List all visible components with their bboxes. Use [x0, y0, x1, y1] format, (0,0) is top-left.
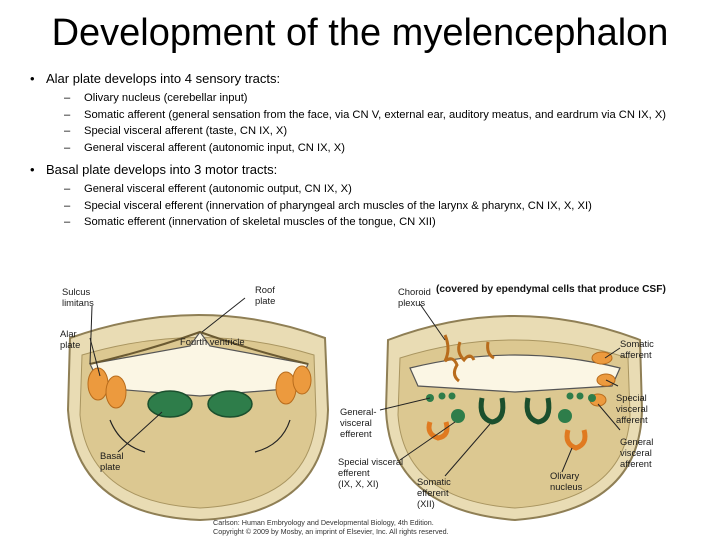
bullet-dot-icon: • — [30, 162, 35, 177]
sub-bullet-text: General visceral efferent (autonomic output, CN IX, X) — [84, 183, 352, 195]
bullet-text: Alar plate develops into 4 sensory tracts: — [46, 71, 281, 86]
slide-title: Development of the myelencephalon — [51, 12, 669, 54]
credit-line-1: Carlson: Human Embryology and Developmental Biology, 4th Edition. — [213, 518, 434, 527]
somatic-afferent-mass — [592, 352, 612, 364]
label-roof-plate: Roof plate — [255, 284, 276, 306]
label-general-visceral-afferent: General visceral afferent — [620, 436, 654, 469]
dash-icon: – — [64, 108, 71, 121]
special-visceral-efferent-left — [451, 409, 465, 423]
label-somatic-afferent: Somatic afferent — [620, 338, 654, 360]
sub-bullet — [64, 108, 700, 123]
sub-bullet-text: Special visceral afferent (taste, CN IX, X) — [84, 125, 288, 137]
bullet-basal-plate — [30, 161, 700, 178]
alar-plate-mass-1 — [88, 368, 108, 400]
label-special-visceral-afferent: Special visceral afferent — [616, 392, 648, 425]
label-alar-plate: Alar plate — [60, 328, 81, 350]
credit-line-2: Copyright © 2009 by Mosby, an imprint of Elsevier, Inc. All rights reserved. — [213, 527, 449, 536]
bullet-list — [30, 70, 700, 232]
sub-bullet — [64, 91, 700, 106]
basal-plate-mass-right — [208, 391, 252, 417]
alar-plate-mass-4 — [293, 366, 311, 394]
dash-icon: – — [64, 183, 71, 195]
cross-section-diagram — [50, 280, 710, 538]
sub-bullet — [64, 215, 700, 230]
sub-bullet-text: Special visceral efferent (innervation of pharyngeal arch muscles of the larynx & pharynx, CN IX, X, XI) — [84, 199, 592, 212]
label-special-visceral-efferent: Special visceral efferent (IX, X, XI) — [338, 456, 404, 489]
left-section — [68, 298, 328, 520]
dash-icon: – — [64, 92, 71, 104]
bullet-dot-icon: • — [30, 71, 35, 86]
label-basal-plate: Basal plate — [100, 450, 124, 472]
label-sulcus-limitans: Sulcus limitans — [62, 286, 94, 308]
label-choroid-plexus: Choroid plexus — [398, 286, 431, 308]
label-general-visceral-efferent: General- visceral efferent — [340, 406, 377, 439]
dash-icon: – — [64, 216, 71, 228]
special-visceral-efferent-right — [558, 409, 572, 423]
bullet-text: Basal plate develops into 3 motor tracts: — [46, 162, 278, 177]
sub-bullet-text: Somatic efferent (innervation of skeletal muscles of the tongue, CN XII) — [84, 216, 436, 228]
dash-icon: – — [64, 141, 71, 154]
choroid-note: (covered by ependymal cells that produce CSF) — [436, 284, 666, 295]
sub-bullet — [64, 124, 700, 139]
dash-icon: – — [64, 199, 71, 212]
label-olivary-nucleus: Olivary nucleus — [550, 470, 583, 492]
alar-plate-mass-2 — [106, 376, 126, 408]
sub-bullet-text: General visceral afferent (autonomic input, CN IX, X) — [84, 141, 345, 154]
sub-bullet — [64, 199, 700, 214]
label-fourth-ventricle: Fourth ventricle — [180, 336, 245, 347]
label-somatic-efferent: Somatic efferent (XII) — [417, 476, 451, 509]
dash-icon: – — [64, 125, 71, 137]
sub-bullet-text: Olivary nucleus (cerebellar input) — [84, 92, 248, 104]
general-visceral-efferent-right — [588, 394, 596, 402]
sub-bullet — [64, 141, 700, 156]
sub-bullet — [64, 182, 700, 197]
myelencephalon-figure — [50, 280, 710, 538]
bullet-alar-plate — [30, 70, 700, 87]
basal-plate-mass-left — [148, 391, 192, 417]
sub-bullet-text: Somatic afferent (general sensation from the face, via CN V, external ear, auditory meatus, and eardrum via CN IX, X) — [84, 108, 667, 121]
